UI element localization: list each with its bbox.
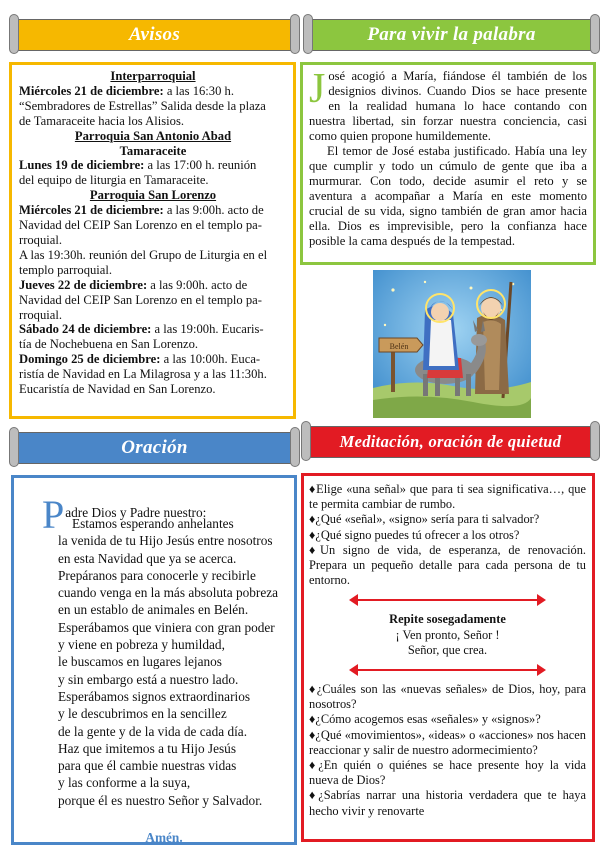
meditacion-box [301,473,595,842]
oracion-amen: Amén. [145,830,183,846]
arrow-right-icon [537,664,546,676]
double-arrow-divider [349,663,546,677]
avisos-box [9,62,296,419]
scroll-curl-left [301,421,311,461]
oracion-line: y las conforme a la suya, [58,775,191,791]
palabra-paragraph-1: osé acogió a María, fiándose él también de los designios divinos. Cuando Dios se hace presente en la realidad humana lo hace contando con nuestra libertad, sin forzar nuestra conciencia, casi como quien propone humildemente. [309,69,587,143]
avisos-heading-tamaraceite: Tamaraceite [119,143,187,158]
meditacion-question: ♦¿Qué «señal», «signo» sería para ti salvador? [309,512,540,527]
avisos-line: ristía de Navidad en La Milagrosa y a las 11:30h. [19,367,267,382]
scroll-curl-left [9,14,19,54]
oracion-line: Esperábamos signos extraordinarios [58,688,251,704]
avisos-item: Lunes 19 de diciembre: a las 17:00 h. reunión [19,158,257,173]
palabra-dropcap: J [309,66,326,112]
oracion-line: y le descubrimos en la sencillez [58,706,227,722]
avisos-line: tía de Nochebuena en San Lorenzo. [19,337,199,352]
meditacion-question: ♦¿En quién o quiénes se hace presente hoy la vida nueva de Dios? [309,758,586,788]
oracion-line: porque él es nuestro Señor y Salvador. [58,792,263,808]
scroll-curl-left [9,427,19,467]
repite-line: ¡ Ven pronto, Señor ! [395,627,500,642]
oracion-line: la venida de tu Hijo Jesús entre nosotros [58,533,273,549]
oracion-line: cuando venga en la más absoluta pobreza [58,585,279,601]
meditacion-question: ♦¿Cuáles son las «nuevas señales» de Dios, hoy, para nosotros? [309,682,586,712]
avisos-item: Sábado 24 de diciembre: a las 19:00h. Eucaris- [19,322,264,337]
arrow-right-icon [537,594,546,606]
oracion-banner [14,432,295,464]
oracion-box [11,475,297,845]
scroll-curl-right [290,14,300,54]
meditacion-title: Meditación, oración de quietud [339,432,562,451]
meditacion-question: ♦¿Qué signo puedes tú ofrecer a los otros? [309,527,520,542]
avisos-heading-san-antonio: Parroquia San Antonio Abad [74,128,232,143]
palabra-banner [308,19,595,51]
avisos-line: Navidad del CEIP San Lorenzo en el templo pa- [19,292,262,307]
oracion-line: Haz que imitemos a tu Hijo Jesús [58,740,237,756]
scroll-curl-right [590,421,600,461]
oracion-line: Estamos esperando anhelantes [72,516,234,531]
double-arrow-divider [349,593,546,607]
avisos-item: Miércoles 21 de diciembre: a las 16:30 h. [19,83,234,98]
oracion-line: Prepáranos para conocerle y recibirle [58,567,256,583]
avisos-line: del equipo de liturgia en Tamaraceite. [19,173,209,188]
avisos-line: A las 19:30h. reunión del Grupo de Liturgia en el [19,247,268,262]
palabra-title: Para vivir la palabra [367,24,536,45]
holy-family-icon [373,270,531,418]
avisos-line: templo parroquial. [19,262,113,277]
meditacion-question: ♦Elige «una señal» que para ti sea significativa…, que te permita cambiar de rumbo. [309,482,586,512]
avisos-item: Miércoles 21 de diciembre: a las 9:00h. acto de [19,203,264,218]
avisos-item: Domingo 25 de diciembre: a las 10:00h. Euca- [19,352,261,367]
oracion-line: adre Dios y Padre nuestro: [65,505,207,520]
repite-line: Señor, que crea. [407,642,488,657]
repite-heading: Repite sosegadamente [389,612,506,627]
avisos-heading-san-lorenzo: Parroquia San Lorenzo [89,188,217,203]
oracion-dropcap: P [42,492,65,537]
palabra-paragraph-2: El temor de José estaba justificado. Había una ley que cumplir y todo un cúmulo de gente que iba a murmurar. Con todo, decide asumir el reto y se aventura a acompañar a María en este momento crucial de su vida, signo también de gran amor hacia ella. Dios es imprevisible, pero la confianza hace posible la cama después de la tempestad. [309,144,587,248]
avisos-title: Avisos [128,24,181,45]
oracion-title: Oración [121,437,188,458]
oracion-line: le buscamos en lugares lejanos [58,654,222,670]
palabra-box [300,62,596,265]
oracion-line: para que él cambie nuestras vidas [58,758,237,774]
avisos-line: “Sembradores de Estrellas” Salida desde la plaza [19,98,266,113]
avisos-line: Eucaristía de Navidad en San Lorenzo. [19,382,216,397]
avisos-item: Jueves 22 de diciembre: a las 9:00h. acto de [19,277,248,292]
scroll-curl-right [590,14,600,54]
avisos-line: Navidad del CEIP San Lorenzo en el templo pa- [19,218,262,233]
oracion-line: Esperábamos que viniera con gran poder [58,619,275,635]
holy-family-illustration [373,270,531,418]
meditacion-banner [306,426,595,458]
oracion-line: de la gente y de la vida de cada día. [58,723,248,739]
avisos-line: rroquial. [19,232,63,247]
avisos-line: de Tamaraceite hacia los Alisios. [19,113,184,128]
scroll-curl-right [290,427,300,467]
avisos-banner [14,19,295,51]
avisos-heading-interparroquial: Interparroquial [110,69,196,83]
meditacion-question: ♦Un signo de vida, de esperanza, de renovación. Prepara un pequeño detalle para cada persona de tu entorno. [309,542,586,588]
scroll-curl-left [303,14,313,54]
meditacion-question: ♦¿Cómo acogemos esas «señales» y «signos»? [309,712,541,727]
oracion-line: y sin embargo está a nuestro lado. [58,671,239,687]
oracion-line: en un establo de animales en Belén. [58,602,249,618]
oracion-line: y viene en pobreza y humildad, [58,637,225,653]
avisos-line: rroquial. [19,307,63,322]
meditacion-question: ♦¿Sabrías narrar una historia verdadera que te haya hecho vivir y renovarte [309,788,586,818]
oracion-line: en esta Navidad que ya se acerca. [58,550,237,566]
sign-text: Belén [389,342,409,351]
meditacion-question: ♦¿Qué «movimientos», «ideas» o «acciones» nos hacen reaccionar y salir de nuestro adormecimiento? [309,727,586,757]
